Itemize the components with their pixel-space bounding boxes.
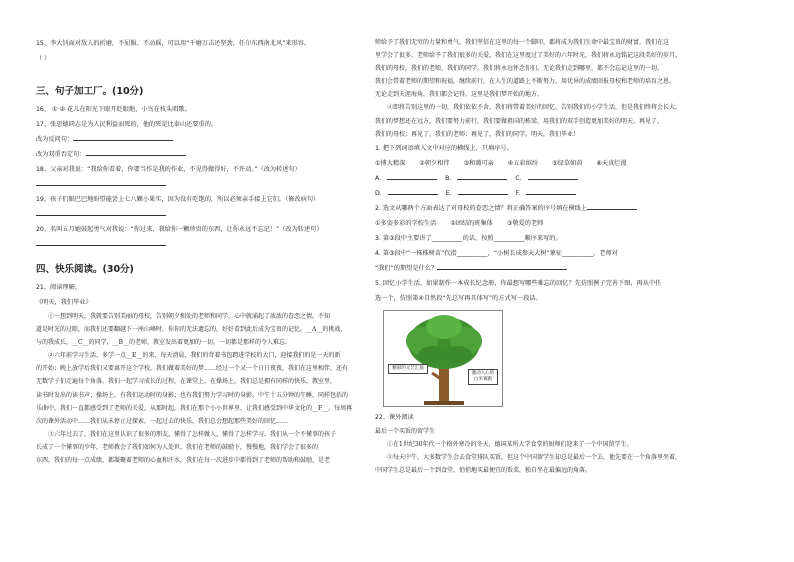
passage-line: 师给予了我们无穷的力量和勇气，我们坚信在这里的每一个脚印，都将成为我们生命中最宝贵的财富，我们在这 bbox=[375, 39, 670, 46]
answer-blank[interactable] bbox=[587, 203, 637, 210]
question-18: 18、父亲对我说：“我给你看着，你要当作是我的作业，不见得做得好，不许动。”（改为转述句） bbox=[36, 166, 301, 173]
question-19: 19、孩子们眼巴巴地盼望能尝上七八颗小果实，因为没有吃饱的，所以必须亲手接上它们。（修改病句） bbox=[36, 196, 320, 203]
answer-blank[interactable] bbox=[36, 179, 166, 186]
answer-blank[interactable] bbox=[86, 149, 186, 156]
passage-line: 我们的母校，我们的老师，我们的同学，我们将永远怀念你们。无论我们走到哪里，都不会忘记这里的一切， bbox=[375, 65, 664, 73]
question-22: 22、课外阅读 bbox=[375, 413, 414, 421]
word-option: ②朝夕相伴 bbox=[419, 159, 450, 167]
passage-line: 次的课外活动中……我们从未停止过探索，一起过去的快乐，我们总会想起那些美好的回忆…… bbox=[36, 417, 289, 425]
option: ①多姿多彩的学校生活 bbox=[375, 219, 437, 227]
question-16: 16、 ① ② 花儿在阳光下眼开眨眼地，小鸟在枝头唱歌。 bbox=[36, 106, 191, 113]
word-option: ④五彩缤纷 bbox=[507, 159, 539, 167]
passage-line: 长成了一个懂事的少年，老师教会了我们如何为人处世，我们在老师的鼓励下，慢慢地，我们学会了很多的 bbox=[36, 443, 319, 451]
word-option: ③和蔼可亲 bbox=[463, 159, 494, 167]
passage-2-title: 最后一个买饭的留学生 bbox=[375, 427, 436, 435]
question-4-tail: “我们”的期望是什么？ bbox=[375, 264, 438, 272]
section-4-title: 四、快乐阅读。(30分) bbox=[36, 264, 134, 275]
question-3: 3. 第③段中主要讲了__________的话，按照__________顺序来写的。 bbox=[375, 234, 562, 242]
passage-line: 无数学子们走遍每个角落。我们一起学习成长的过程，在课堂上，在操场上，我们总是拥有同样的快乐。教室里， bbox=[36, 378, 337, 386]
word-option: ⑥天真烂漫 bbox=[596, 159, 627, 167]
passage-title: 《明天，我们毕业》 bbox=[36, 299, 92, 306]
word-option: ①博大精深 bbox=[375, 159, 406, 167]
question-5: 5. 回忆小学生活，如果制作一本成长纪念册，你最想写哪些难忘的回忆？先仿照例子完善下图，再从中任 bbox=[375, 279, 662, 287]
option: ③敬爱的老师 bbox=[506, 219, 544, 227]
passage-line: ②六年前学习生活，多学一点__E__的来，每天清晨，我们的背着书包跨进学校的大门，迎接我们的是一天的新 bbox=[48, 352, 341, 360]
answer-blank-e[interactable] bbox=[458, 188, 508, 195]
passage-line: 读书时发出的读书声；操场上，有我们运动时的身影；也有我们努力学习时的身影。中午十五分钟的午睡，同样包括的 bbox=[36, 391, 349, 399]
answer-blank[interactable] bbox=[73, 134, 173, 141]
option: ②团结的班集体 bbox=[450, 219, 493, 227]
passage-line: ④即将告别这里的一切，我们依依不舍。我们将带着美好的回忆，告别我们的小学生活，但是我们终将会长大， bbox=[387, 104, 682, 112]
question-1: 1. 把下列词语填入文中对应的横线上，只填序号。 bbox=[375, 144, 513, 152]
question-21: 21、阅读理解。 bbox=[36, 284, 81, 291]
answer-blank-b[interactable] bbox=[457, 173, 507, 180]
left-column bbox=[36, 36, 381, 467]
answer-blank[interactable] bbox=[437, 263, 567, 270]
question-2 bbox=[375, 201, 713, 216]
passage-line: 我们会带着老师的期望和祝福，继续前行，在人生的道路上不断努力，用优异的成绩回报母校和老师的培育之恩。 bbox=[375, 78, 676, 86]
memory-tree-diagram bbox=[383, 310, 503, 407]
passage-line: 与的我成长，__C__的同学，__B__的老师，教室发出着更加的一切，一切都是那样的令人难忘。 bbox=[36, 339, 292, 347]
passage-line: 无论走到天涯海角，我们都会记得，这里是我们梦开始的地方。 bbox=[375, 91, 544, 99]
answer-blank-d[interactable] bbox=[388, 188, 438, 195]
tree-icon bbox=[384, 311, 504, 408]
question-5-continued: 选一个，仿照第④自然段“先总写再具体写”的方式写一段话。 bbox=[375, 294, 542, 302]
blank-label-d: D. bbox=[375, 189, 382, 197]
answer-blank-c[interactable] bbox=[528, 173, 578, 180]
question-17-rhetorical-line bbox=[36, 132, 381, 147]
question-17-double-negative-line bbox=[36, 147, 381, 162]
question-4-continued bbox=[375, 261, 713, 276]
question-15-answer-paren: （ ） bbox=[36, 55, 51, 62]
section-3-title: 三、句子加工厂。(10分) bbox=[36, 86, 144, 97]
blank-label-a: A. bbox=[375, 174, 382, 182]
passage-line: 乐曲中，我们一直都感受到了老师的关爱，从那时起，我们在那个小小世界里，让我们感受到中华文化的__F__。每周再 bbox=[36, 404, 353, 412]
passage-line: 道是时光的过隙，而我们还要翻越下一座山峰时，你你的无法遗忘的，好好看到此后成为宝贵的记忆。__A__的挑战， bbox=[36, 326, 347, 334]
blank-label-c: C. bbox=[515, 174, 522, 182]
answer-line bbox=[36, 207, 381, 222]
passage-2-line: ②每天中午，大多数学生会去食堂排队买饭，但这个中国留学生却总是最后一个去，他先要在一个角落里坐着， bbox=[387, 453, 682, 461]
passage-line: 我们的母校；再见了，我们的老师；再见了，我们的同学。明天，我们毕业！ bbox=[375, 130, 580, 138]
word-bank bbox=[375, 156, 713, 171]
passage-line: 的开始；晚上放学后我们又要离开这个学校，我们做着美好的梦……经过一个又一个日日夜夜，我们在这里相伴，还有 bbox=[36, 365, 349, 373]
question-17-double-negative-label: 改为双重否定句： bbox=[36, 151, 86, 158]
passage-line: ①一想到明天，我就要告别美丽的母校，告别朝夕相处的老师和同学，心中就涌起了浓浓的眷恋之情。不知 bbox=[48, 313, 331, 320]
right-column bbox=[375, 36, 713, 477]
passage-2-line: ①在1世纪30年代一个格外寒冷的冬天，德国某所大学食堂的厨师们迎来了一个中国留学生。 bbox=[387, 440, 633, 448]
passage-2-line: 中国学生总是最后一个到食堂，悄悄地买最便宜的饭菜，独自坐在最偏远的角落。 bbox=[375, 467, 592, 475]
question-15: 15、李大钊面对敌人的折磨，不屈服、不动摇，可以用“千磨万击还坚劲，任尔东西南北风”来形容。 bbox=[36, 40, 311, 47]
answer-blank-f[interactable] bbox=[526, 188, 576, 195]
answer-blank[interactable] bbox=[36, 209, 166, 216]
blank-label-b: B. bbox=[445, 174, 452, 182]
question-20: 20、名叫五月她鼓起勇气对我说：“你过来，我给你一颗珍贵的东西，让你永远不忘记！”（改为转述句） bbox=[36, 226, 323, 233]
answer-line bbox=[36, 237, 381, 252]
word-option: ⑤绿草如茵 bbox=[552, 159, 583, 167]
passage-line: 我们的梦想还在远方，我们要努力前行，我们要做祖国的栋梁，用我们的双手创造更加美好的明天。再见了， bbox=[375, 117, 664, 125]
passage-line: 里学会了很多，老师给予了我们很多的关爱，我们在这里度过了美好的六年时光，我们将永远铭记这段美好的岁月， bbox=[375, 52, 682, 60]
blank-label-e: E. bbox=[445, 189, 452, 197]
answer-blank-a[interactable] bbox=[387, 173, 437, 180]
question-17: 17、张思德同志是为人民利益而死的，他的死是比泰山还要重的。 bbox=[36, 121, 218, 128]
answer-line bbox=[36, 174, 382, 192]
question-2-text: 2. 选文从哪两个方面表达了对母校的眷恋之情？将正确答案的序号填在横线上 bbox=[375, 204, 588, 212]
blank-row-abc bbox=[375, 171, 713, 186]
blank-row-def bbox=[375, 186, 713, 201]
tree-label-left: 精彩的文艺汇演 bbox=[388, 364, 428, 374]
passage-line: ③六年过去了，我们在这里认识了很多的朋友，懂得了怎样做人，懂得了怎样学习，我们从一个不懂事的孩子 bbox=[48, 430, 337, 438]
question-2-options bbox=[375, 216, 713, 231]
question-4: 4. 第③段中“一株株树苗”代指__________，“小树长成参天大树”象征__________，老师对 bbox=[375, 249, 618, 257]
blank-label-f: F. bbox=[515, 189, 521, 197]
answer-blank[interactable] bbox=[36, 239, 166, 246]
passage-line: 东西，我们的每一点成绩，都凝聚着老师的心血和汗水，我们在每一次进步中都得到了老师的帮助和鼓励，是老 bbox=[36, 457, 331, 465]
tree-label-right: 激动人心的白米赛跑 bbox=[468, 369, 498, 385]
question-17-rhetorical-label: 改为反问句： bbox=[36, 136, 74, 143]
